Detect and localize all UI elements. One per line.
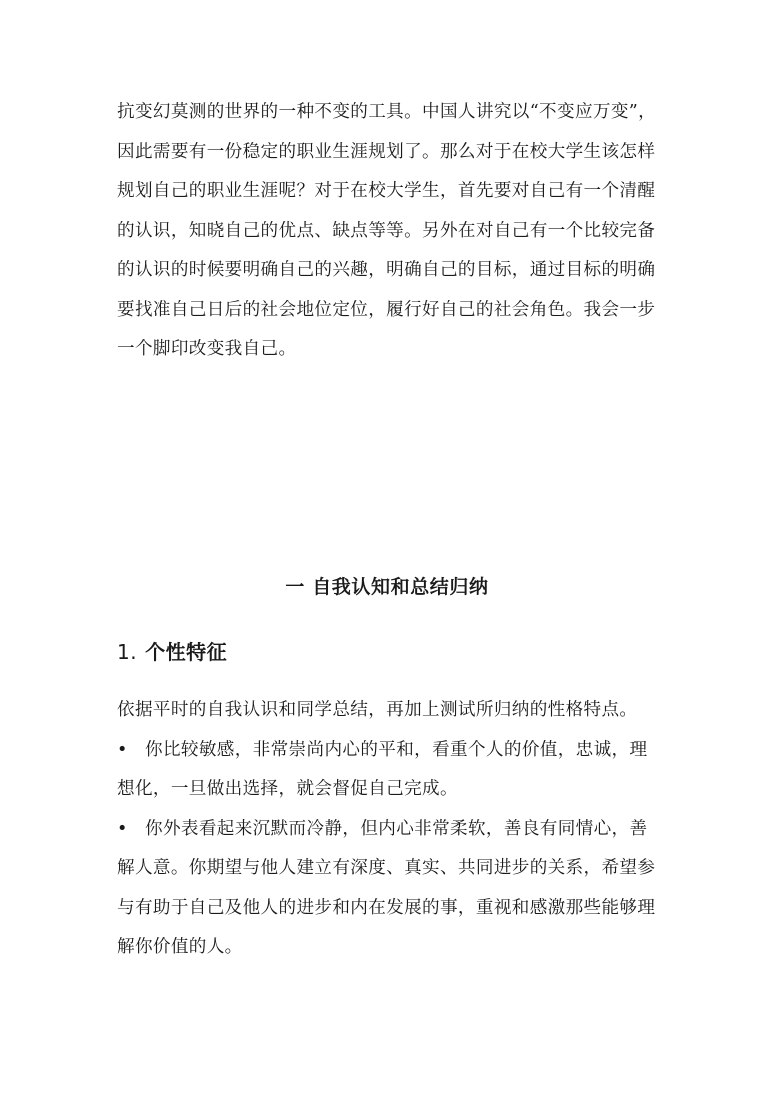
intro-line-7: 一个脚印改变我自己。 [117,339,297,359]
intro-line-1: 抗变幻莫测的世界的一种不变的工具。中国人讲究以“不变应万变”， [117,102,657,122]
bullet-icon: • [117,818,128,839]
section-title: 一 自我认知和总结归纳 [285,576,489,598]
lead-line: 依据平时的自我认识和同学总结，再加上测试所归纳的性格特点。 [117,700,638,720]
intro-line-4: 的认识，知晓自己的优点、缺点等等。另外在对自己有一个比较完备 [117,220,656,241]
bullet-2-continuation-1: 解人意。你期望与他人建立有深度、真实、共同进步的关系，希望参 [117,858,656,878]
intro-line-2: 因此需要有一份稳定的职业生涯规划了。那么对于在校大学生该怎样 [117,141,656,162]
intro-line-6: 要找准自己日后的社会地位定位，履行好自己的社会角色。我会一步 [117,299,656,320]
bullet-1-first-line: 你比较敏感，非常崇尚内心的平和，看重个人的价值，忠诚，理 [145,739,648,760]
bullet-item-1 [117,731,662,771]
bullet-2-first-line: 你外表看起来沉默而冷静，但内心非常柔软，善良有同情心，善 [145,818,648,839]
intro-paragraph [117,93,662,370]
intro-line-5: 的认识的时候要明确自己的兴趣，明确自己的目标，通过目标的明确 [117,260,656,280]
personality-section-body [117,691,662,968]
intro-line-3: 规划自己的职业生涯呢？对于在校大学生，首先要对自己有一个清醒 [117,181,656,201]
bullet-2-continuation-2: 与有助于自己及他人的进步和内在发展的事，重视和感激那些能够理 [117,897,656,918]
bullet-icon: • [117,739,128,760]
subheading-number: 1. [117,640,138,664]
subheading [117,635,227,669]
bullet-1-continuation-1: 想化，一旦做出选择，就会督促自己完成。 [117,779,458,799]
bullet-item-2 [117,810,662,850]
bullet-2-continuation-3: 解你价值的人。 [117,937,243,957]
subheading-text: 个性特征 [145,640,228,664]
